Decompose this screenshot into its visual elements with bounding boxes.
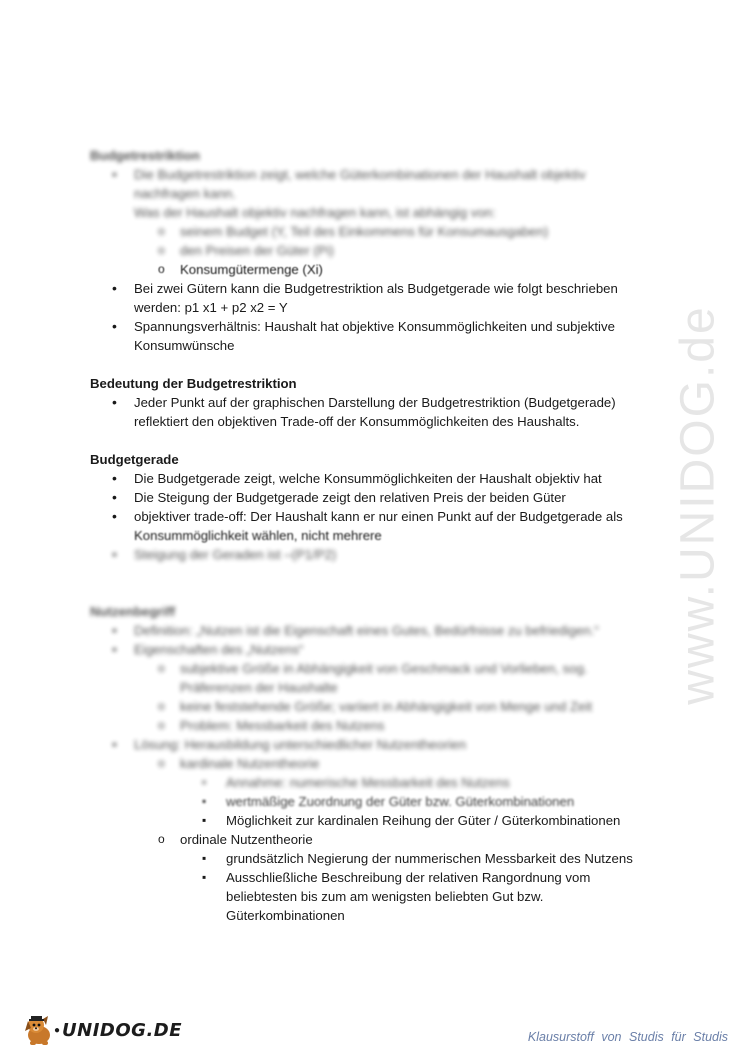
text-line: ordinale Nutzentheorie [180, 832, 313, 847]
list-item [90, 507, 670, 545]
text-line: Konsumgütermenge (Xi) [180, 262, 323, 277]
text-line: kardinale Nutzentheorie [180, 756, 320, 771]
text-line: werden: p1 x1 + p2 x2 = Y [134, 300, 288, 315]
section-nutzenbegriff-clear [90, 792, 670, 925]
text-line: Problem: Messbarkeit des Nutzens [180, 718, 385, 733]
text-line: Was der Haushalt objektiv nachfragen kann, ist abhängig von: [134, 205, 496, 220]
list-item [90, 317, 670, 355]
heading-budgetgerade: Budgetgerade [90, 452, 179, 467]
unidog-logo [22, 1012, 182, 1048]
sub-list-item [90, 697, 670, 716]
text-line: Präferenzen der Haushalte [180, 680, 338, 695]
sub-list-item [90, 222, 670, 241]
text-line: Konsumwünsche [134, 338, 235, 353]
sub-list-item [90, 659, 670, 697]
section-budgetrestriktion-blurred [90, 146, 670, 260]
text-line: Steigung der Geraden ist –(P1/P2) [134, 547, 337, 562]
heading-bedeutung: Bedeutung der Budgetrestriktion [90, 376, 297, 391]
document-content [90, 146, 670, 925]
sub-list-item [90, 754, 670, 773]
watermark-text: www.UNIDOG.de [671, 305, 725, 705]
sub-sub-list-item [90, 868, 670, 925]
text-line: wertmäßige Zuordnung der Güter bzw. Güterkombinationen [226, 794, 575, 809]
heading-nutzenbegriff: Nutzenbegriff [90, 604, 175, 619]
section-nutzenbegriff-blurred [90, 602, 670, 792]
text-line: keine feststehende Größe; variiert in Abhängigkeit von Menge und Zeit [180, 699, 592, 714]
list-item [90, 640, 670, 659]
text-line: Die Budgetgerade zeigt, welche Konsummöglichkeiten der Haushalt objektiv hat [134, 471, 602, 486]
text-line: Die Budgetrestriktion zeigt, welche Güterkombinationen der Haushalt objektiv [134, 167, 586, 182]
text-line: Bei zwei Gütern kann die Budgetrestriktion als Budgetgerade wie folgt beschrieben [134, 281, 618, 296]
sub-sub-list-item [90, 849, 670, 868]
text-line: den Preisen der Güter (Pi) [180, 243, 334, 258]
section-budgetrestriktion-clear [90, 260, 670, 355]
list-item [90, 393, 670, 431]
text-line: Die Steigung der Budgetgerade zeigt den relativen Preis der beiden Güter [134, 490, 566, 505]
sub-list-item [90, 260, 670, 279]
sub-list-item [90, 830, 670, 849]
text-line: Jeder Punkt auf der graphischen Darstellung der Budgetrestriktion (Budgetgerade) [134, 395, 616, 410]
text-line: subjektive Größe in Abhängigkeit von Geschmack und Vorlieben, sog. [180, 661, 588, 676]
text-line: seinem Budget (Y, Teil des Einkommens für Konsumausgaben) [180, 224, 549, 239]
list-item [90, 165, 670, 203]
text-line: grundsätzlich Negierung der nummerischen Messbarkeit des Nutzens [226, 851, 633, 866]
logo-text: UNIDOG.DE [62, 1019, 183, 1041]
sub-sub-list-item [90, 811, 670, 830]
list-item [90, 469, 670, 488]
text-line: Güterkombinationen [226, 908, 345, 923]
text-line: Spannungsverhältnis: Haushalt hat objektive Konsummöglichkeiten und subjektive [134, 319, 615, 334]
text-line: Möglichkeit zur kardinalen Reihung der Güter / Güterkombinationen [226, 813, 621, 828]
text-line: objektiver trade-off: Der Haushalt kann er nur einen Punkt auf der Budgetgerade als [134, 509, 623, 524]
text-line: Ausschließliche Beschreibung der relativen Rangordnung vom [226, 870, 591, 885]
list-item [90, 545, 670, 564]
text-line: Konsummöglichkeit wählen, nicht mehrere [134, 528, 382, 543]
sub-sub-list-item [90, 792, 670, 811]
text-line: Eigenschaften des „Nutzens“ [134, 642, 304, 657]
footer-tagline: Klausurstoff von Studis für Studis [527, 1030, 728, 1044]
list-item [90, 203, 670, 222]
sub-list-item [90, 241, 670, 260]
text-line: Lösung: Herausbildung unterschiedlicher Nutzentheorien [134, 737, 467, 752]
sub-list-item [90, 716, 670, 735]
paw-icon: ● [54, 1024, 61, 1036]
heading-budgetrestriktion: Budgetrestriktion [90, 148, 200, 163]
text-line: Definition: „Nutzen ist die Eigenschaft eines Gutes, Bedürfnisse zu befriedigen.“ [134, 623, 599, 638]
text-line: nachfragen kann. [134, 186, 236, 201]
text-line: Annahme: numerische Messbarkeit des Nutzens [226, 775, 510, 790]
sub-sub-list-item [90, 773, 670, 792]
list-item [90, 735, 670, 754]
text-line: reflektiert den objektiven Trade-off der Konsummöglichkeiten des Haushalts. [134, 414, 580, 429]
list-item [90, 621, 670, 640]
list-item [90, 279, 670, 317]
list-item [90, 488, 670, 507]
dog-mascot-icon [22, 1013, 56, 1047]
text-line: beliebtesten bis zum am wenigsten beliebten Gut bzw. [226, 889, 544, 904]
